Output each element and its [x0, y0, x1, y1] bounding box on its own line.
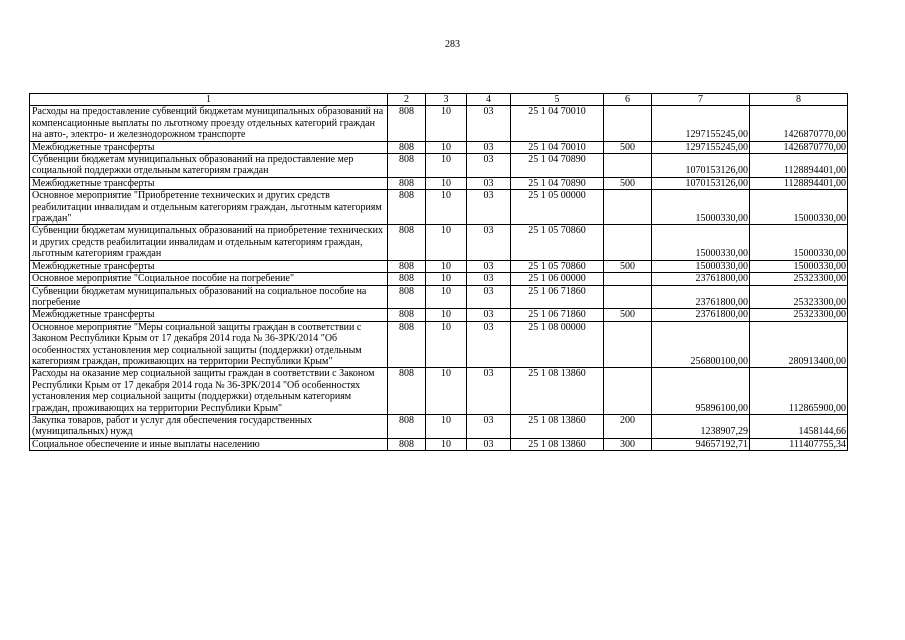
expense-type-cell [604, 190, 652, 225]
target-article-cell: 25 1 04 70890 [511, 154, 604, 178]
subsection-code-cell: 03 [467, 177, 511, 189]
table-row [30, 260, 848, 272]
row-name-cell: Социальное обеспечение и иные выплаты населению [30, 438, 388, 450]
expense-type-cell: 500 [604, 309, 652, 321]
row-name-cell: Расходы на предоставление субвенций бюджетам муниципальных образований на компенсационные выплаты по льготному проезду отдельных категорий граждан на авто-, электро- и железнодорожном транспорте [30, 106, 388, 141]
subsection-code-cell: 03 [467, 321, 511, 368]
subsection-code-cell: 03 [467, 309, 511, 321]
section-code-cell: 10 [426, 177, 467, 189]
amount-year2-cell: 15000330,00 [750, 190, 848, 225]
section-code-cell: 10 [426, 260, 467, 272]
subsection-code-cell: 03 [467, 438, 511, 450]
header-cell: 7 [652, 94, 750, 106]
target-article-cell: 25 1 08 13860 [511, 438, 604, 450]
row-name-cell: Субвенции бюджетам муниципальных образований на предоставление мер социальной поддержки отдельным категориям граждан [30, 154, 388, 178]
amount-year2-cell: 112865900,00 [750, 368, 848, 415]
subsection-code-cell: 03 [467, 190, 511, 225]
amount-year1-cell: 15000330,00 [652, 190, 750, 225]
expense-type-cell: 500 [604, 260, 652, 272]
expense-type-cell [604, 106, 652, 141]
target-article-cell: 25 1 05 00000 [511, 190, 604, 225]
target-article-cell: 25 1 05 70860 [511, 260, 604, 272]
target-article-cell: 25 1 04 70010 [511, 141, 604, 153]
row-name-cell: Основное мероприятие "Меры социальной защиты граждан в соответствии с Законом Республики Крым от 17 декабря 2014 года № 36-ЗРК/2014 "Об особенностях установления мер социальной защиты (поддержки) отдельным категориям граждан, проживающих на территории Республики Крым" [30, 321, 388, 368]
table-header-row [30, 94, 848, 106]
table-row [30, 309, 848, 321]
table-row [30, 285, 848, 309]
header-cell: 8 [750, 94, 848, 106]
amount-year2-cell: 1426870770,00 [750, 141, 848, 153]
subsection-code-cell: 03 [467, 414, 511, 438]
subsection-code-cell: 03 [467, 260, 511, 272]
subsection-code-cell: 03 [467, 285, 511, 309]
amount-year2-cell: 1128894401,00 [750, 154, 848, 178]
gr-code-cell: 808 [388, 368, 426, 415]
amount-year2-cell: 280913400,00 [750, 321, 848, 368]
amount-year2-cell: 15000330,00 [750, 260, 848, 272]
expense-type-cell: 300 [604, 438, 652, 450]
row-name-cell: Межбюджетные трансферты [30, 309, 388, 321]
gr-code-cell: 808 [388, 225, 426, 260]
section-code-cell: 10 [426, 190, 467, 225]
expense-type-cell [604, 225, 652, 260]
gr-code-cell: 808 [388, 321, 426, 368]
amount-year2-cell: 25323300,00 [750, 309, 848, 321]
amount-year2-cell: 1426870770,00 [750, 106, 848, 141]
section-code-cell: 10 [426, 106, 467, 141]
gr-code-cell: 808 [388, 260, 426, 272]
amount-year1-cell: 1070153126,00 [652, 154, 750, 178]
row-name-cell: Межбюджетные трансферты [30, 141, 388, 153]
section-code-cell: 10 [426, 154, 467, 178]
subsection-code-cell: 03 [467, 273, 511, 285]
header-cell: 6 [604, 94, 652, 106]
target-article-cell: 25 1 06 00000 [511, 273, 604, 285]
table-row [30, 414, 848, 438]
row-name-cell: Межбюджетные трансферты [30, 260, 388, 272]
header-cell: 3 [426, 94, 467, 106]
table-row [30, 368, 848, 415]
table-row [30, 141, 848, 153]
section-code-cell: 10 [426, 225, 467, 260]
table-row [30, 177, 848, 189]
amount-year1-cell: 95896100,00 [652, 368, 750, 415]
gr-code-cell: 808 [388, 177, 426, 189]
amount-year2-cell: 111407755,34 [750, 438, 848, 450]
row-name-cell: Субвенции бюджетам муниципальных образований на приобретение технических и других средств реабилитации инвалидам и отдельным категориям граждан, льготным категориям граждан [30, 225, 388, 260]
gr-code-cell: 808 [388, 438, 426, 450]
amount-year1-cell: 1070153126,00 [652, 177, 750, 189]
amount-year1-cell: 23761800,00 [652, 309, 750, 321]
amount-year1-cell: 256800100,00 [652, 321, 750, 368]
amount-year1-cell: 23761800,00 [652, 273, 750, 285]
header-cell: 4 [467, 94, 511, 106]
amount-year1-cell: 15000330,00 [652, 260, 750, 272]
expense-type-cell [604, 273, 652, 285]
section-code-cell: 10 [426, 309, 467, 321]
expense-type-cell: 200 [604, 414, 652, 438]
table-row [30, 190, 848, 225]
budget-table [29, 93, 848, 451]
gr-code-cell: 808 [388, 273, 426, 285]
table-row [30, 106, 848, 141]
gr-code-cell: 808 [388, 309, 426, 321]
subsection-code-cell: 03 [467, 368, 511, 415]
amount-year2-cell: 25323300,00 [750, 285, 848, 309]
target-article-cell: 25 1 08 00000 [511, 321, 604, 368]
target-article-cell: 25 1 05 70860 [511, 225, 604, 260]
table-row [30, 438, 848, 450]
expense-type-cell [604, 154, 652, 178]
amount-year2-cell: 1458144,66 [750, 414, 848, 438]
section-code-cell: 10 [426, 414, 467, 438]
gr-code-cell: 808 [388, 414, 426, 438]
section-code-cell: 10 [426, 368, 467, 415]
subsection-code-cell: 03 [467, 106, 511, 141]
target-article-cell: 25 1 06 71860 [511, 309, 604, 321]
target-article-cell: 25 1 04 70890 [511, 177, 604, 189]
gr-code-cell: 808 [388, 154, 426, 178]
target-article-cell: 25 1 04 70010 [511, 106, 604, 141]
section-code-cell: 10 [426, 285, 467, 309]
gr-code-cell: 808 [388, 141, 426, 153]
row-name-cell: Расходы на оказание мер социальной защиты граждан в соответствии с Законом Республики Крым от 17 декабря 2014 года № 36-ЗРК/2014 "Об особенностях установления мер социальной защиты (поддержки) отдельным категориям граждан, проживающих на территории Республики Крым" [30, 368, 388, 415]
expense-type-cell [604, 368, 652, 415]
subsection-code-cell: 03 [467, 225, 511, 260]
table-row [30, 273, 848, 285]
amount-year1-cell: 1297155245,00 [652, 106, 750, 141]
row-name-cell: Основное мероприятие "Приобретение технических и других средств реабилитации инвалидам и отдельным категориям граждан, льготным категориям граждан" [30, 190, 388, 225]
header-cell: 5 [511, 94, 604, 106]
expense-type-cell: 500 [604, 177, 652, 189]
budget-table-body [30, 94, 848, 451]
expense-type-cell [604, 285, 652, 309]
amount-year2-cell: 15000330,00 [750, 225, 848, 260]
table-row [30, 225, 848, 260]
amount-year1-cell: 1297155245,00 [652, 141, 750, 153]
section-code-cell: 10 [426, 141, 467, 153]
row-name-cell: Субвенции бюджетам муниципальных образований на социальное пособие на погребение [30, 285, 388, 309]
header-cell: 1 [30, 94, 388, 106]
gr-code-cell: 808 [388, 106, 426, 141]
row-name-cell: Закупка товаров, работ и услуг для обеспечения государственных (муниципальных) нужд [30, 414, 388, 438]
expense-type-cell: 500 [604, 141, 652, 153]
expense-type-cell [604, 321, 652, 368]
target-article-cell: 25 1 06 71860 [511, 285, 604, 309]
section-code-cell: 10 [426, 321, 467, 368]
amount-year1-cell: 94657192,71 [652, 438, 750, 450]
subsection-code-cell: 03 [467, 141, 511, 153]
amount-year2-cell: 1128894401,00 [750, 177, 848, 189]
amount-year1-cell: 15000330,00 [652, 225, 750, 260]
amount-year1-cell: 1238907,29 [652, 414, 750, 438]
page-number: 283 [445, 39, 460, 50]
amount-year1-cell: 23761800,00 [652, 285, 750, 309]
amount-year2-cell: 25323300,00 [750, 273, 848, 285]
section-code-cell: 10 [426, 273, 467, 285]
target-article-cell: 25 1 08 13860 [511, 368, 604, 415]
table-row [30, 154, 848, 178]
row-name-cell: Межбюджетные трансферты [30, 177, 388, 189]
target-article-cell: 25 1 08 13860 [511, 414, 604, 438]
gr-code-cell: 808 [388, 285, 426, 309]
section-code-cell: 10 [426, 438, 467, 450]
table-row [30, 321, 848, 368]
gr-code-cell: 808 [388, 190, 426, 225]
header-cell: 2 [388, 94, 426, 106]
subsection-code-cell: 03 [467, 154, 511, 178]
row-name-cell: Основное мероприятие "Социальное пособие на погребение" [30, 273, 388, 285]
